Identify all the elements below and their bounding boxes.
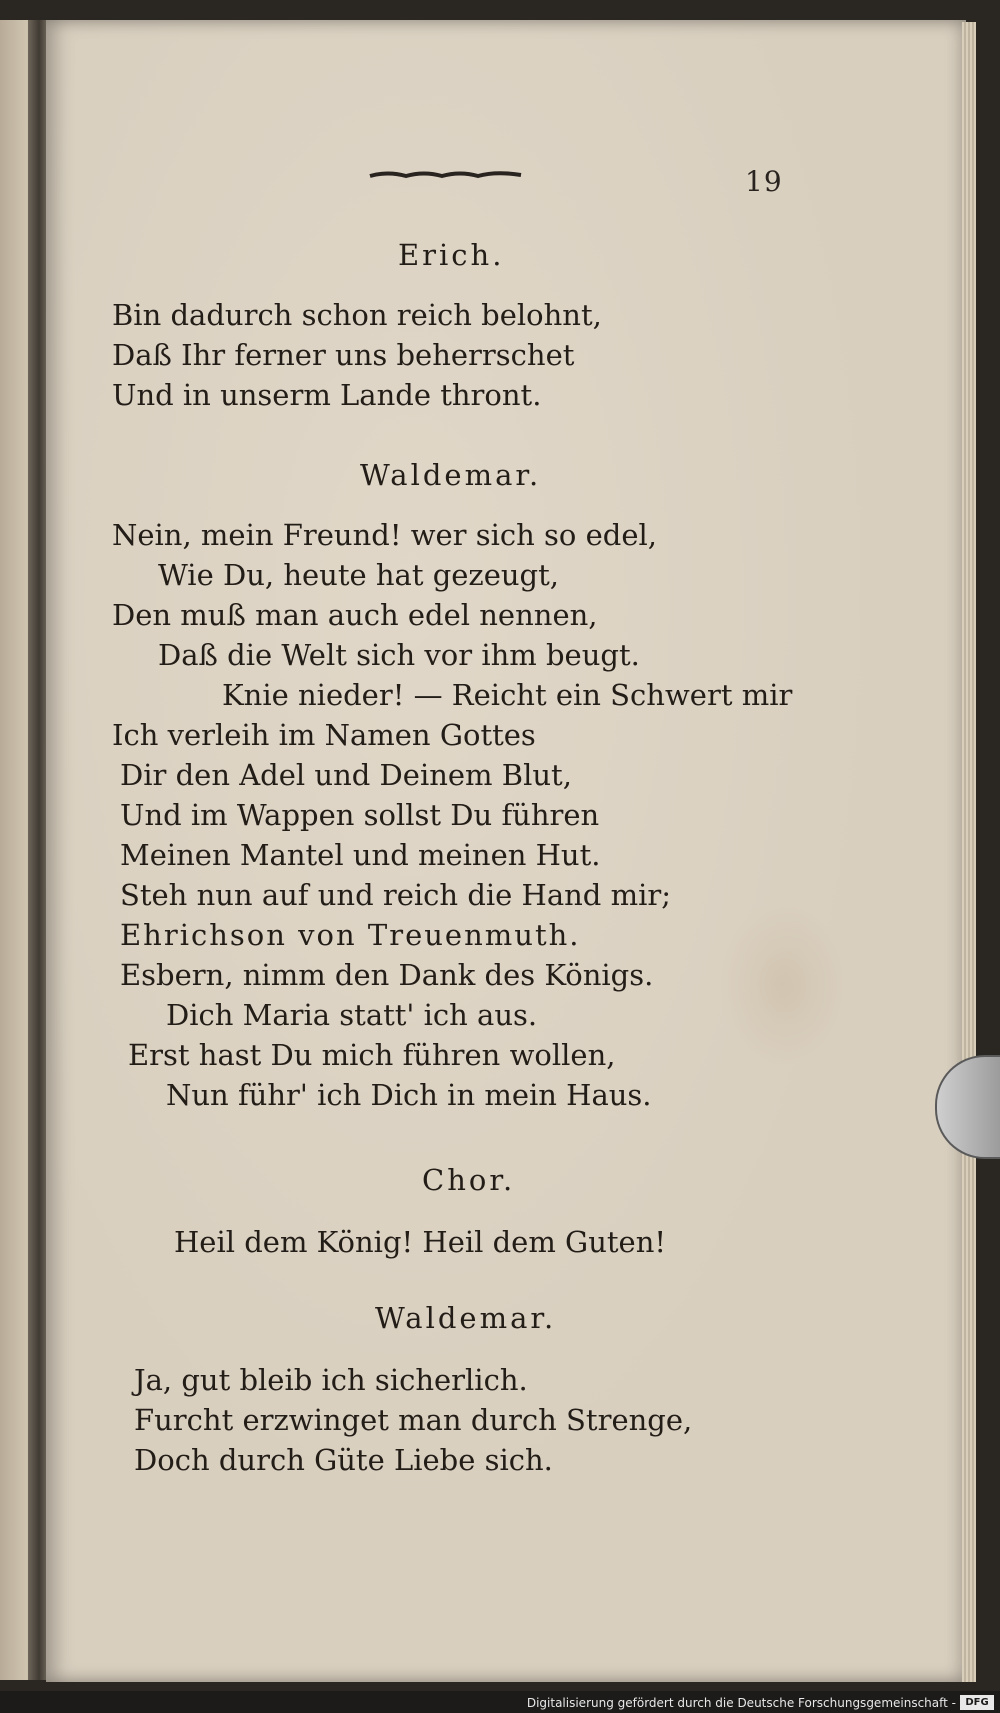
verse-line: Bin dadurch schon reich belohnt, <box>112 298 602 332</box>
verse-line: Furcht erzwinget man durch Strenge, <box>134 1403 693 1437</box>
verse-line: Daß Ihr ferner uns beherrschet <box>112 338 575 372</box>
page-number: 19 <box>745 165 783 198</box>
verse-line: Ich verleih im Namen Gottes <box>112 718 536 752</box>
verse-line: Nun führ' ich Dich in mein Haus. <box>166 1078 652 1112</box>
verse-line: Doch durch Güte Liebe sich. <box>134 1443 553 1477</box>
verse-line: Dir den Adel und Deinem Blut, <box>120 758 572 792</box>
verse-line: Nein, mein Freund! wer sich so edel, <box>112 518 657 552</box>
verse-line: Meinen Mantel und meinen Hut. <box>120 838 601 872</box>
speaker-name: Waldemar. <box>375 1301 557 1335</box>
footer-credit: Digitalisierung gefördert durch die Deutsche Forschungsgemeinschaft - <box>526 1696 956 1710</box>
speaker-name: Waldemar. <box>360 458 542 492</box>
verse-line: Daß die Welt sich vor ihm beugt. <box>158 638 640 672</box>
verse-line: Steh nun auf und reich die Hand mir; <box>120 878 671 912</box>
speaker-name: Erich. <box>398 238 505 272</box>
dfg-logo: DFG <box>960 1695 994 1710</box>
verse-line: Ja, gut bleib ich sicherlich. <box>134 1363 528 1397</box>
page-stack-edge <box>962 22 976 1682</box>
header-ornament <box>368 170 523 180</box>
digitization-footer <box>0 1691 1000 1713</box>
speaker-name: Chor. <box>422 1163 516 1197</box>
verse-line: Wie Du, heute hat gezeugt, <box>158 558 559 592</box>
verse-line: Und im Wappen sollst Du führen <box>120 798 600 832</box>
verse-line: Den muß man auch edel nennen, <box>112 598 598 632</box>
verse-line: Knie nieder! — Reicht ein Schwert mir <box>222 678 793 712</box>
verse-line: Und in unserm Lande thront. <box>112 378 542 412</box>
verse-line: Heil dem König! Heil dem Guten! <box>174 1225 667 1259</box>
verse-line: Erst hast Du mich führen wollen, <box>128 1038 616 1072</box>
verse-line: Ehrichson von Treuenmuth. <box>120 918 581 952</box>
verse-line: Esbern, nimm den Dank des Königs. <box>120 958 654 992</box>
verse-line: Dich Maria statt' ich aus. <box>166 998 538 1032</box>
